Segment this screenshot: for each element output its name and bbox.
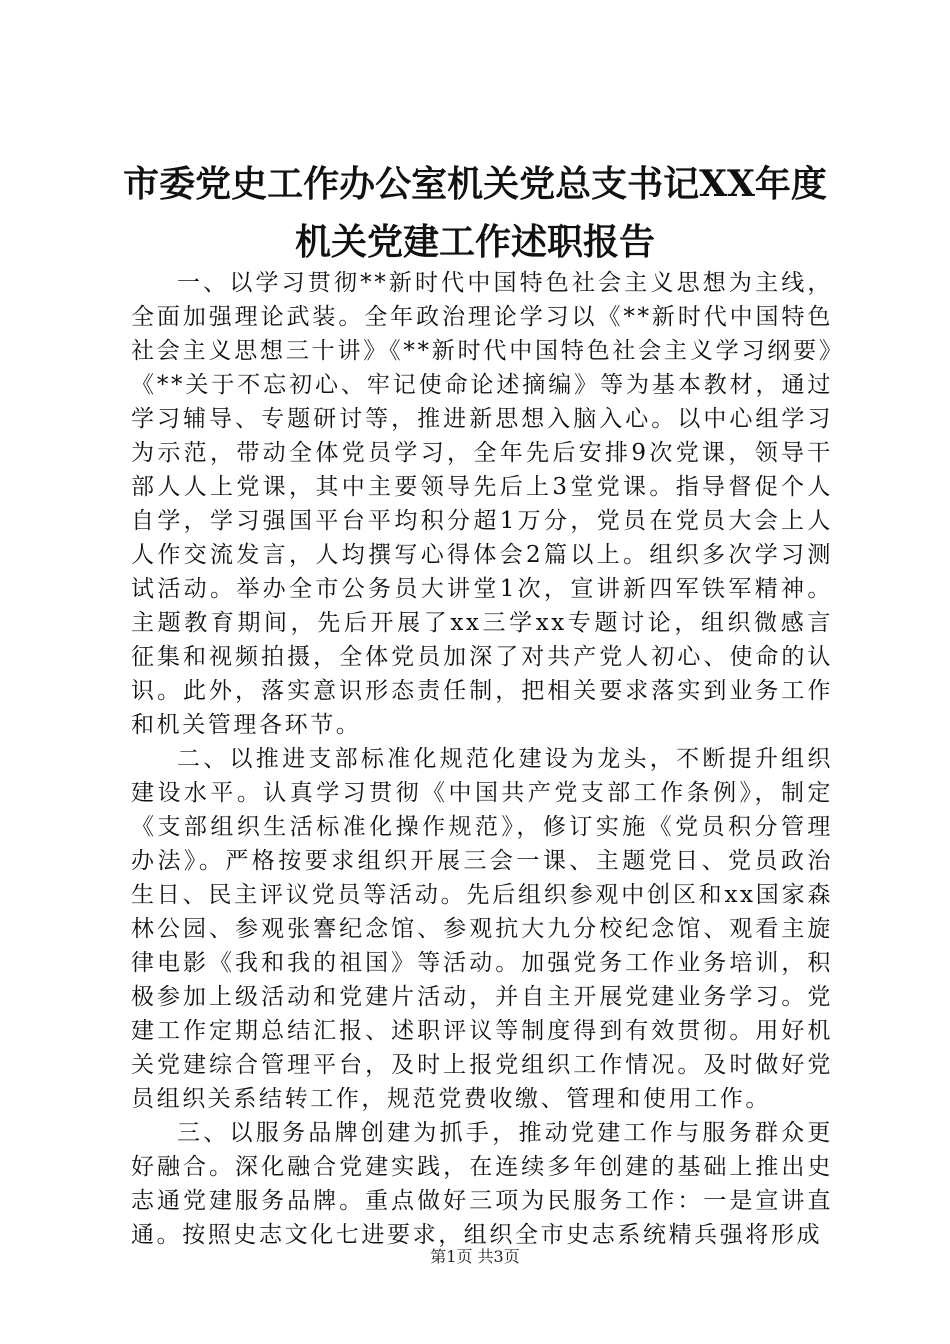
page-footer: 第1页 共3页: [430, 1247, 520, 1266]
document-body: [131, 266, 833, 1252]
paragraph-1: 一、以学习贯彻**新时代中国特色社会主义思想为主线，全面加强理论武装。全年政治理论学习以《**新时代中国特色社会主义思想三十讲》《**新时代中国特色社会主义学习纲要》《**关于不忘初心、牢记使命论述摘编》等为基本教材，通过学习辅导、专题研讨等，推进新思想入脑入心。以中心组学习为示范，带动全体党员学习，全年先后安排9次党课，领导干部人人上党课，其中主要领导先后上3堂党课。指导督促个人自学，学习强国平台平均积分超1万分，党员在党员大会上人人作交流发言，人均撰写心得体会2篇以上。组织多次学习测试活动。举办全市公务员大讲堂1次，宣讲新四军铁军精神。主题教育期间，先后开展了xx三学xx专题讨论，组织微感言征集和视频拍摄，全体党员加深了对共产党人初心、使命的认识。此外，落实意识形态责任制，把相关要求落实到业务工作和机关管理各环节。: [131, 270, 833, 738]
paragraph-2: 二、以推进支部标准化规范化建设为龙头，不断提升组织建设水平。认真学习贯彻《中国共产党支部工作条例》，制定《支部组织生活标准化操作规范》，修订实施《党员积分管理办法》。严格按要求组织开展三会一课、主题党日、党员政治生日、民主评议党员等活动。先后组织参观中创区和xx国家森林公园、参观张謇纪念馆、参观抗大九分校纪念馆、观看主旋律电影《我和我的祖国》等活动。加强党务工作业务培训，积极参加上级活动和党建片活动，并自主开展党建业务学习。党建工作定期总结汇报、述职评议等制度得到有效贯彻。用好机关党建综合管理平台，及时上报党组织工作情况。及时做好党员组织关系结转工作，规范党费收缴、管理和使用工作。: [131, 746, 833, 1112]
paragraph-3: 三、以服务品牌创建为抓手，推动党建工作与服务群众更好融合。深化融合党建实践，在连续多年创建的基础上推出史志通党建服务品牌。重点做好三项为民服务工作：一是宣讲直通。按照史志文化七进要求，组织全市史志系统精兵强将形成: [131, 1120, 833, 1248]
document-title-line-2: 机关党建工作述职报告: [294, 221, 655, 263]
document-title-line-1: 市委党史工作办公室机关党总支书记XX年度: [123, 163, 827, 205]
